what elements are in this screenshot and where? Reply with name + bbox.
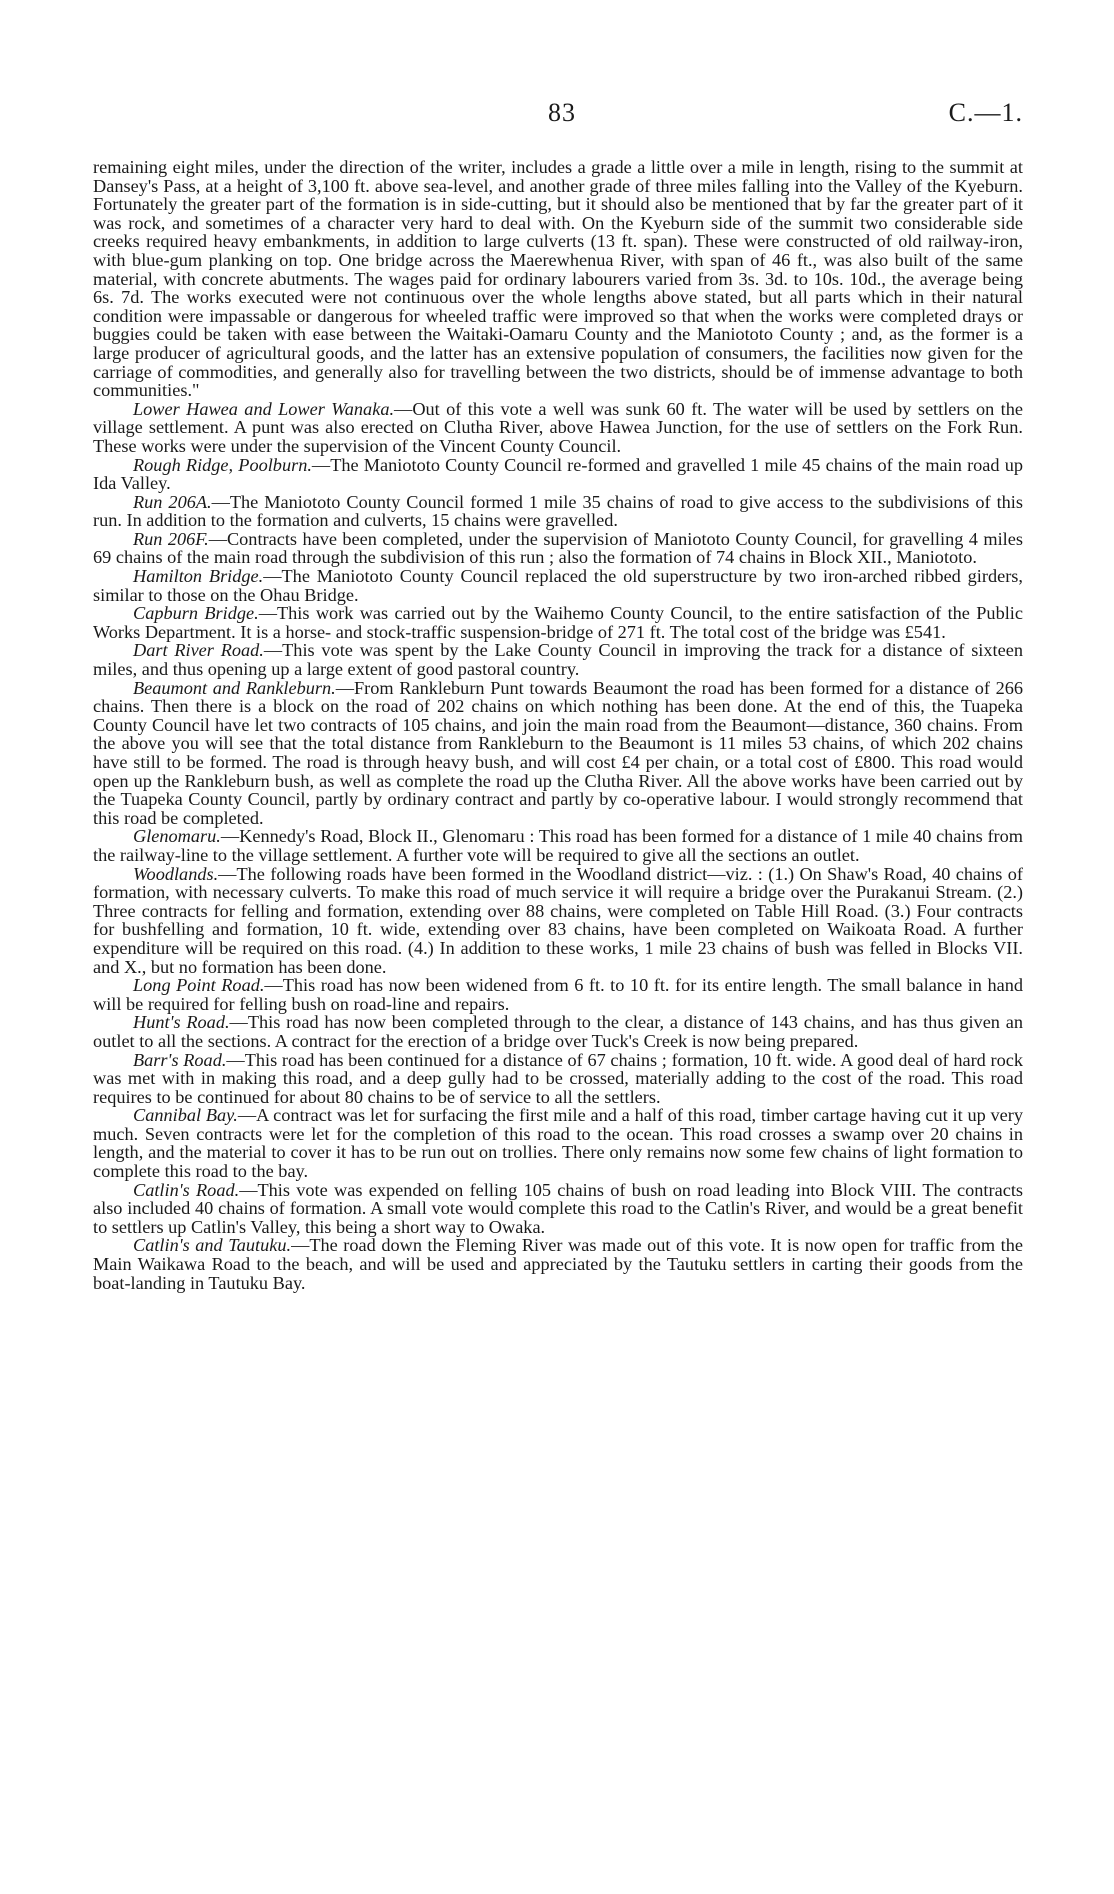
paragraph-text: —A contract was let for surfacing the first mile and a half of this road, timber cartage having cut it up very much. Seven contracts were let for the completion of this road to the ocean. This road crosses a swamp over 20 chains in length, and the material to cover it has to be run out on trollies. There only remains now some few chains of light formation to complete this road to the bay. xyxy=(93,1105,1023,1182)
paragraph xyxy=(93,530,1023,567)
paragraph xyxy=(93,400,1023,456)
paragraph-heading: Cannibal Bay. xyxy=(133,1105,238,1126)
document-reference: C.—1. xyxy=(948,98,1023,127)
paragraph xyxy=(93,1236,1023,1292)
body-text xyxy=(93,158,1023,1292)
paragraph-text: —The Maniototo County Council re-formed and gravelled 1 mile 45 chains of the main road up Ida Valley. xyxy=(93,454,1024,494)
paragraph xyxy=(93,567,1023,604)
paragraph-heading: Lower Hawea and Lower Wanaka. xyxy=(133,398,395,419)
paragraph xyxy=(93,604,1023,641)
paragraph-heading: Long Point Road. xyxy=(133,975,265,996)
paragraph-heading: Catlin's and Tautuku. xyxy=(133,1235,292,1256)
paragraph-text: —The Maniototo County Council formed 1 mile 35 chains of road to give access to the subdivisions of this run. In addition to the formation and culverts, 15 chains were gravelled. xyxy=(93,491,1023,531)
paragraph-heading: Run 206A. xyxy=(133,491,212,512)
paragraph-text: —This road has now been widened from 6 ft. to 10 ft. for its entire length. The small balance in hand will be required for felling bush on road-line and repairs. xyxy=(93,975,1023,1014)
paragraph-heading: Rough Ridge, Poolburn. xyxy=(133,454,312,475)
paragraph-text: —This work was carried out by the Waihemo County Council, to the entire satisfaction of the Public Works Department. It is a horse- and stock-traffic suspension-bridge of 271 ft. The total cost of the bridge was £541. xyxy=(93,603,1023,642)
paragraph-text: remaining eight miles, under the direction of the writer, includes a grade a little over a mile in length, rising to the summit at Dansey's Pass, at a height of 3,100 ft. above sea-level, and another grade of three miles falling into the Valley of the Kyeburn. Fortunately the greater part of the formation is in side-cutting, but it should also be mentioned that by far the greater part of it was rock, and sometimes of a character very hard to deal with. On the Kyeburn side of the summit two considerable side creeks required heavy embankments, in addition to large culverts (13 ft. span). These were constructed of old railway-iron, with blue-gum planking on top. One bridge across the Maerewhenua River, with span of 46 ft., was also built of the same material, with concrete abutments. The wages paid for ordinary labourers varied from 3s. 3d. to 10s. 10d., the average being 6s. 7d. The works executed were not continuous over the whole lengths above stated, but all parts which in their natural condition were impassable or dangerous for wheeled traffic were improved so that when the works were completed drays or buggies could be taken with ease between the Waitaki-Oamaru County and the Maniototo County ; and, as the former is a large producer of agricultural goods, and the latter has an extensive population of consumers, the facilities now given for the carriage of commodities, and generally also for travelling between the two districts, should be of immense advantage to both communities." xyxy=(93,157,1023,401)
paragraph xyxy=(93,1013,1023,1050)
paragraph-heading: Catlin's Road. xyxy=(133,1179,240,1200)
paragraph-text: —Kennedy's Road, Block II., Glenomaru : This road has been formed for a distance of 1 mile 40 chains from the railway-line to the village settlement. A further vote will be required to give all the sections an outlet. xyxy=(93,826,1023,865)
paragraph-text: —This road has been continued for a distance of 67 chains ; formation, 10 ft. wide. A good deal of hard rock was met with in making this road, and a deep gully had to be crossed, materially adding to the cost of the road. This road requires to be continued for about 80 chains to be of service to all the settlers. xyxy=(93,1049,1023,1107)
page-number: 83 xyxy=(548,98,576,127)
page-header xyxy=(93,98,1023,138)
paragraph-heading: Beaumont and Rankleburn. xyxy=(133,677,336,698)
paragraph-text: —Out of this vote a well was sunk 60 ft. The water will be used by settlers on the village settlement. A punt was also erected on Clutha River, above Hawea Junction, for the use of settlers on the Fork Run. These works were under the supervision of the Vincent County Council. xyxy=(93,398,1024,456)
paragraph-text: —This vote was expended on felling 105 chains of bush on road leading into Block VIII. The contracts also included 40 chains of formation. A small vote would complete this road to the Catlin's River, and would be a great benefit to settlers up Catlin's Valley, this being a short way to Owaka. xyxy=(93,1179,1024,1237)
paragraph-text: —The Maniototo County Council replaced the old superstructure by two iron-arched ribbed girders, similar to those on the Ohau Bridge. xyxy=(93,566,1023,605)
paragraph-heading: Hunt's Road. xyxy=(133,1012,230,1033)
paragraph xyxy=(93,1181,1023,1237)
paragraph xyxy=(93,1106,1023,1180)
paragraph xyxy=(93,456,1023,493)
paragraph-heading: Woodlands. xyxy=(133,863,219,884)
paragraph xyxy=(93,641,1023,678)
paragraph-heading: Glenomaru. xyxy=(133,826,221,847)
paragraph-text: —The road down the Fleming River was made out of this vote. It is now open for traffic from the Main Waikawa Road to the beach, and will be used and appreciated by the Tautuku settlers in carting their goods from the boat-landing in Tautuku Bay. xyxy=(93,1235,1023,1293)
paragraph xyxy=(93,976,1023,1013)
paragraph-text: —This vote was spent by the Lake County Council in improving the track for a distance of sixteen miles, and thus opening up a large extent of good pastoral country. xyxy=(93,640,1023,680)
paragraph xyxy=(93,1051,1023,1107)
paragraph-heading: Run 206F. xyxy=(133,528,209,549)
paragraph xyxy=(93,679,1023,828)
paragraph-text: —The following roads have been formed in the Woodland district—viz. : (1.) On Shaw's Road, 40 chains of formation, with necessary culverts. To make this road of much service it will require a bridge over the Purakanui Stream. (2.) Three contracts for felling and formation, extending over 88 chains, were completed on Table Hill Road. (3.) Four contracts for bushfelling and formation, 10 ft. wide, extending over 83 chains, have been completed on Waikoata Road. A further expenditure will be required on this road. (4.) In addition to these works, 1 mile 23 chains of bush was felled in Blocks VII. and X., but no formation has been done. xyxy=(93,863,1023,977)
paragraph-heading: Capburn Bridge. xyxy=(133,603,259,624)
paragraph xyxy=(93,865,1023,977)
paragraph xyxy=(93,493,1023,530)
document-page xyxy=(93,98,1023,1292)
paragraph xyxy=(93,827,1023,864)
paragraph-heading: Dart River Road. xyxy=(133,640,264,661)
paragraph-text: —This road has now been completed through to the clear, a distance of 143 chains, and has thus given an outlet to all the sections. A contract for the erection of a bridge over Tuck's Creek is now being prepared. xyxy=(93,1012,1023,1051)
paragraph xyxy=(93,158,1023,400)
paragraph-text: —Contracts have been completed, under the supervision of Maniototo County Council, for gravelling 4 miles 69 chains of the main road through the subdivision of this run ; also the formation of 74 chains in Block XII., Maniototo. xyxy=(93,528,1023,568)
paragraph-text: —From Rankleburn Punt towards Beaumont the road has been formed for a distance of 266 chains. Then there is a block on the road of 202 chains on which nothing has been done. At the end of this, the Tuapeka County Council have let two contracts of 105 chains, and join the main road from the Beaumont—distance, 360 chains. From the above you will see that the total distance from Rankleburn to the Beaumont is 11 miles 53 chains, of which 202 chains have still to be formed. The road is through heavy bush, and will cost £4 per chain, or a total cost of £800. This road would open up the Rankleburn bush, as well as complete the road up the Clutha River. All the above works have been carried out by the Tuapeka County Council, partly by ordinary contract and partly by co-operative labour. I would strongly recommend that this road be completed. xyxy=(93,677,1023,828)
paragraph-heading: Barr's Road. xyxy=(133,1049,227,1070)
paragraph-heading: Hamilton Bridge. xyxy=(133,566,264,587)
